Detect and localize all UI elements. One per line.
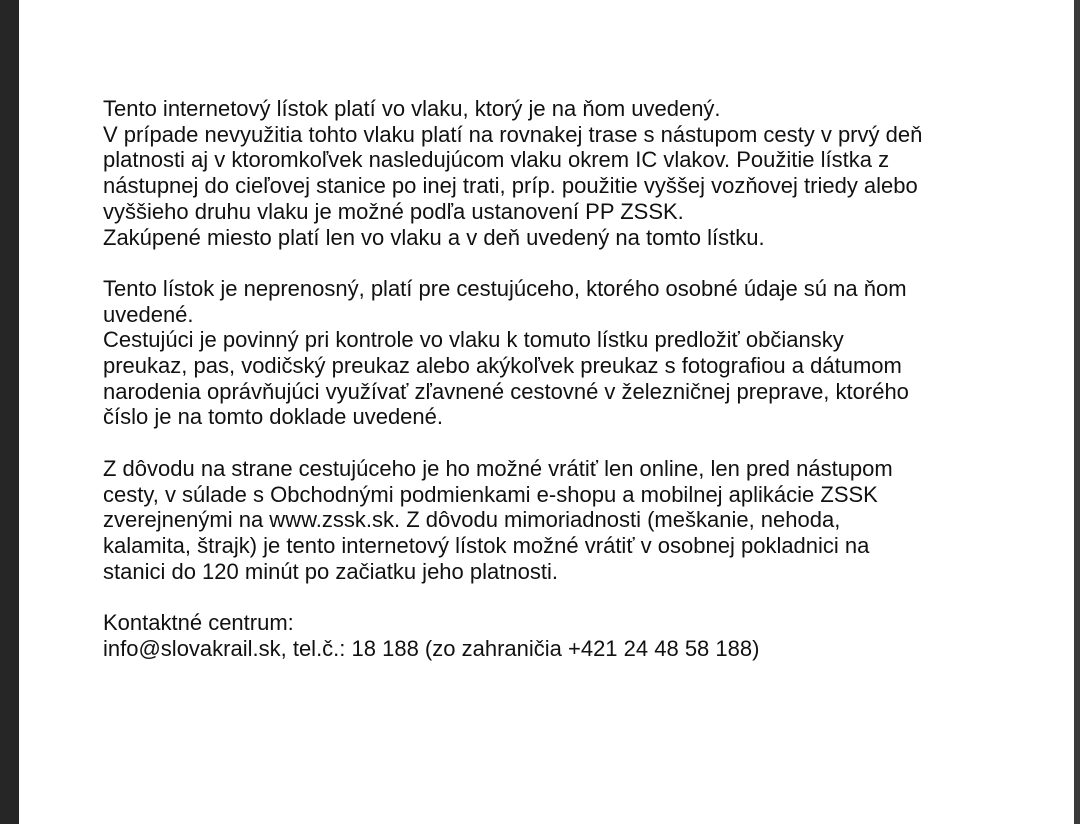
text-line: nástupnej do cieľovej stanice po inej trati, príp. použitie vyššej vozňovej triedy alebo [103,173,918,199]
text-line: Cestujúci je povinný pri kontrole vo vlaku k tomuto lístku predložiť občiansky [103,327,844,353]
contact-heading: Kontaktné centrum: [103,610,294,636]
left-window-edge [0,0,19,824]
text-line: V prípade nevyužitia tohto vlaku platí na rovnakej trase s nástupom cesty v prvý deň [103,121,923,147]
text-line: číslo je na tomto doklade uvedené. [103,404,444,430]
text-line: narodenia oprávňujúci využívať zľavnené cestovné v železničnej preprave, ktorého [103,378,909,404]
paragraph-refund-policy [103,456,1053,585]
text-line: Z dôvodu na strane cestujúceho je ho možné vrátiť len online, len pred nástupom [103,455,893,481]
paragraph-ticket-validity [103,96,1053,250]
paragraph-contact [103,610,1053,661]
text-line: kalamita, štrajk) je tento internetový lístok možné vrátiť v osobnej pokladnici na [103,532,870,558]
text-line: stanici do 120 minút po začiatku jeho platnosti. [103,558,558,584]
text-line: platnosti aj v ktoromkoľvek nasledujúcom vlaku okrem IC vlakov. Použitie lístka z [103,147,890,173]
text-line: uvedené. [103,301,194,327]
paragraph-non-transferable [103,276,1053,430]
contact-details: info@slovakrail.sk, tel.č.: 18 188 (zo zahraničia +421 24 48 58 188) [103,635,760,661]
text-line: Tento internetový lístok platí vo vlaku, ktorý je na ňom uvedený. [103,96,721,121]
text-line: preukaz, pas, vodičský preukaz alebo akýkoľvek preukaz s fotografiou a dátumom [103,353,902,379]
right-window-edge [1074,0,1080,824]
text-line: cesty, v súlade s Obchodnými podmienkami e-shopu a mobilnej aplikácie ZSSK [103,481,878,507]
text-line: vyššieho druhu vlaku je možné podľa ustanovení PP ZSSK. [103,198,684,224]
text-line: zverejnenými na www.zssk.sk. Z dôvodu mimoriadnosti (meškanie, nehoda, [103,507,841,533]
document-text [103,96,1053,661]
document-page[interactable] [19,0,1074,824]
text-line: Tento lístok je neprenosný, platí pre cestujúceho, ktorého osobné údaje sú na ňom [103,275,907,301]
text-line: Zakúpené miesto platí len vo vlaku a v deň uvedený na tomto lístku. [103,224,765,250]
